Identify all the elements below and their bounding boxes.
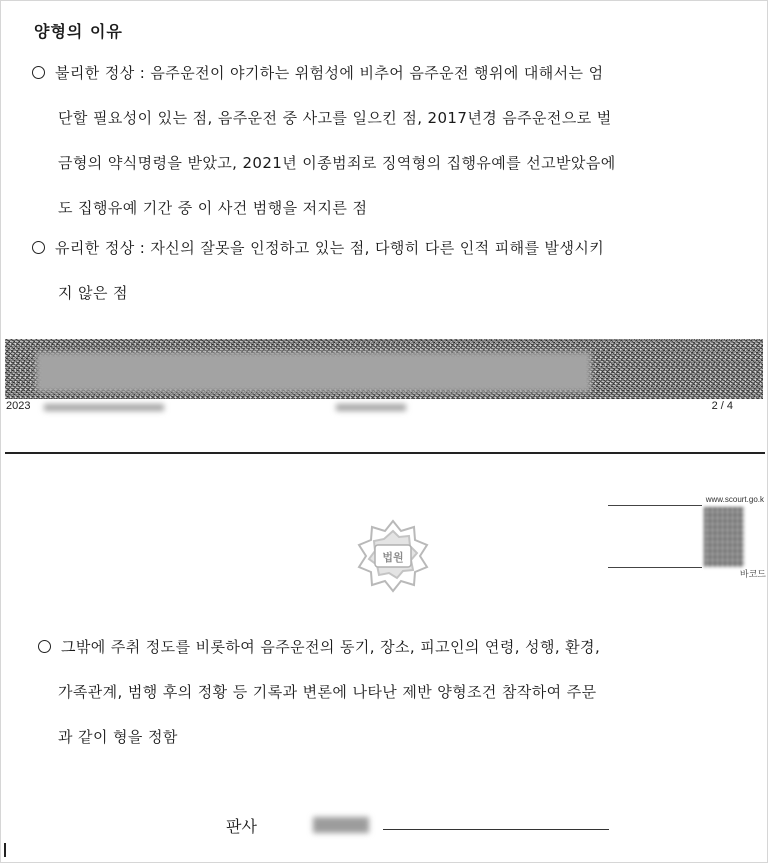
barcode-label: 바코드 <box>739 570 766 580</box>
favorable-circumstances <box>30 226 750 316</box>
paragraph-line: 지 않은 점 <box>58 284 128 302</box>
court-website-url: www.scourt.go.k <box>705 495 764 504</box>
seal-label: 법원 <box>382 551 404 564</box>
paragraph-line: 불리한 정상 : 음주운전이 야기하는 위험성에 비추어 음주운전 행위에 대해서는 엄 <box>30 51 750 96</box>
redacted-footer-text <box>336 404 406 411</box>
circle-bullet-icon <box>38 640 51 653</box>
redacted-text-block <box>36 352 591 392</box>
paragraph-line: 단할 필요성이 있는 점, 음주운전 중 사고를 일으킨 점, 2017년경 음주운전으로 벌 <box>58 109 612 127</box>
scan-edge-mark <box>4 843 6 857</box>
circle-bullet-icon <box>32 241 45 254</box>
footer-year: 2023 <box>6 400 31 412</box>
barcode-rule <box>608 505 702 506</box>
other-circumstances <box>30 625 750 760</box>
page-number: 2 / 4 <box>711 400 733 412</box>
page-divider <box>5 452 765 454</box>
paragraph-line: 금형의 약식명령을 받았고, 2021년 이종범죄로 징역형의 집행유예를 선고받았음에 <box>58 154 616 172</box>
paragraph-line: 과 같이 형을 정함 <box>58 728 178 746</box>
barcode-icon <box>704 507 744 567</box>
barcode-area <box>608 495 768 585</box>
paragraph-line: 유리한 정상 : 자신의 잘못을 인정하고 있는 점, 다행히 다른 인적 피해를 발생시키 <box>30 226 750 271</box>
unfavorable-circumstances <box>30 51 750 231</box>
section-title: 양형의 이유 <box>34 22 123 41</box>
judge-label: 판사 <box>226 817 257 836</box>
paragraph-line: 그밖에 주취 정도를 비롯하여 음주운전의 동기, 장소, 피고인의 연령, 성행, 환경, <box>30 625 750 670</box>
redacted-case-number <box>44 404 164 411</box>
paragraph-line: 도 집행유예 기간 중 이 사건 범행을 저지른 점 <box>58 199 368 217</box>
paragraph-line: 가족관계, 범행 후의 정황 등 기록과 변론에 나타난 제반 양형조건 참작하여 주문 <box>58 683 597 701</box>
redacted-judge-name <box>313 817 369 833</box>
barcode-rule <box>608 567 702 568</box>
circle-bullet-icon <box>32 66 45 79</box>
signature-line <box>383 829 609 830</box>
